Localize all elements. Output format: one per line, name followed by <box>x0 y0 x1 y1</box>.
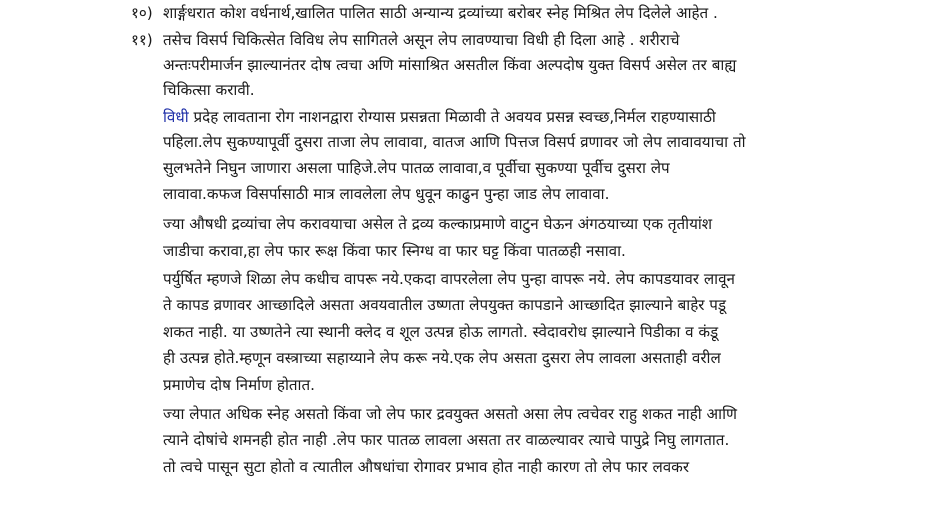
vidhi-line: लावावा.कफज विसर्पासाठी मात्र लावलेला लेप धुवून काढुन पुन्हा जाड लेप लावावा. <box>163 185 610 203</box>
paragraph-line: त्याने दोषांचे शमनही होत नाही .लेप फार पातळ लावला असता तर वाळल्यावर त्याचे पापुद्रे निघु लागतात. <box>163 431 730 449</box>
vidhi-line-rest: प्रदेह लावताना रोग नाशनद्वारा रोग्यास प्रसन्नता मिळावी ते अवयव प्रसन्न स्वच्छ,निर्मल राहण्यासाठी <box>188 108 716 126</box>
paragraph-line: ज्या लेपात अधिक स्नेह असतो किंवा जो लेप फार द्रवयुक्त असतो असा लेप त्वचेवर राहु शकत नाही आणि <box>163 405 737 423</box>
item-text-line: तसेच विसर्प चिकित्सेत विविध लेप सागितले असून लेप लावण्याचा विधी ही दिला आहे . शरीराचे <box>163 31 680 49</box>
item-text-line: चिकित्सा करावी. <box>163 81 255 99</box>
paragraph-line: पर्युर्षित म्हणजे शिळा लेप कधीच वापरू नये.एकदा वापरलेला लेप पुन्हा वापरू नये. लेप कापडयावर लावून <box>163 270 735 288</box>
vidhi-first-line <box>163 107 716 130</box>
item-number: १०) <box>131 4 153 22</box>
paragraph-line: ही उत्पन्न होते.म्हणून वस्त्राच्या सहाय्याने लेप करू नये.एक लेप असता दुसरा लेप लावला असताही वरील <box>163 349 721 367</box>
paragraph-line: प्रमाणेच दोष निर्माण होतात. <box>163 376 315 394</box>
vidhi-line: पहिला.लेप सुकण्यापूर्वी दुसरा ताजा लेप लावावा, वातज आणि पित्तज विसर्प व्रणावर जो लेप लावावयाचा तो <box>163 133 746 151</box>
item-text-line: शार्ङ्गधरात कोश वर्धनार्थ,खालित पालित साठी अन्यान्य द्रव्यांच्या बरोबर स्नेह मिश्रित लेप दिलेले आहेत . <box>163 4 718 22</box>
vidhi-line: सुलभतेने निघुन जाणारा असला पाहिजे.लेप पातळ लावावा,व पूर्वीचा सुकण्या पूर्वीच दुसरा लेप <box>163 159 670 177</box>
item-text-line: अन्तःपरीमार्जन झाल्यानंतर दोष त्वचा अणि मांसाश्रित असतील किंवा अल्पदोष युक्त विसर्प असेल तर बाह्य <box>163 56 737 74</box>
paragraph-line: जाडीचा करावा,हा लेप फार रूक्ष किंवा फार स्निग्ध वा फार घट्ट किंवा पातळही नसावा. <box>163 242 626 260</box>
item-number: ११) <box>131 31 153 49</box>
paragraph-line: ज्या औषधी द्रव्यांचा लेप करावयाचा असेल ते द्रव्य कल्काप्रमाणे वाटुन घेऊन अंगठयाच्या एक तृतीयांश <box>163 215 713 233</box>
paragraph-line: ते कापड व्रणावर आच्छादिले असता अवयवातील उष्णता लेपयुक्त कापडाने आच्छादित झाल्याने बाहेर पडू <box>163 296 727 314</box>
paragraph-line: शकत नाही. या उष्णतेने त्या स्थानी क्लेद व शूल उत्पन्न होऊ लागतो. स्वेदावरोध झाल्याने पिडीका व कंडू <box>163 323 719 341</box>
paragraph-line: तो त्वचे पासून सुटा होतो व त्यातील औषधांचा रोगावर प्रभाव होत नाही कारण तो लेप फार लवकर <box>163 458 690 476</box>
vidhi-label: विधी <box>163 108 189 126</box>
